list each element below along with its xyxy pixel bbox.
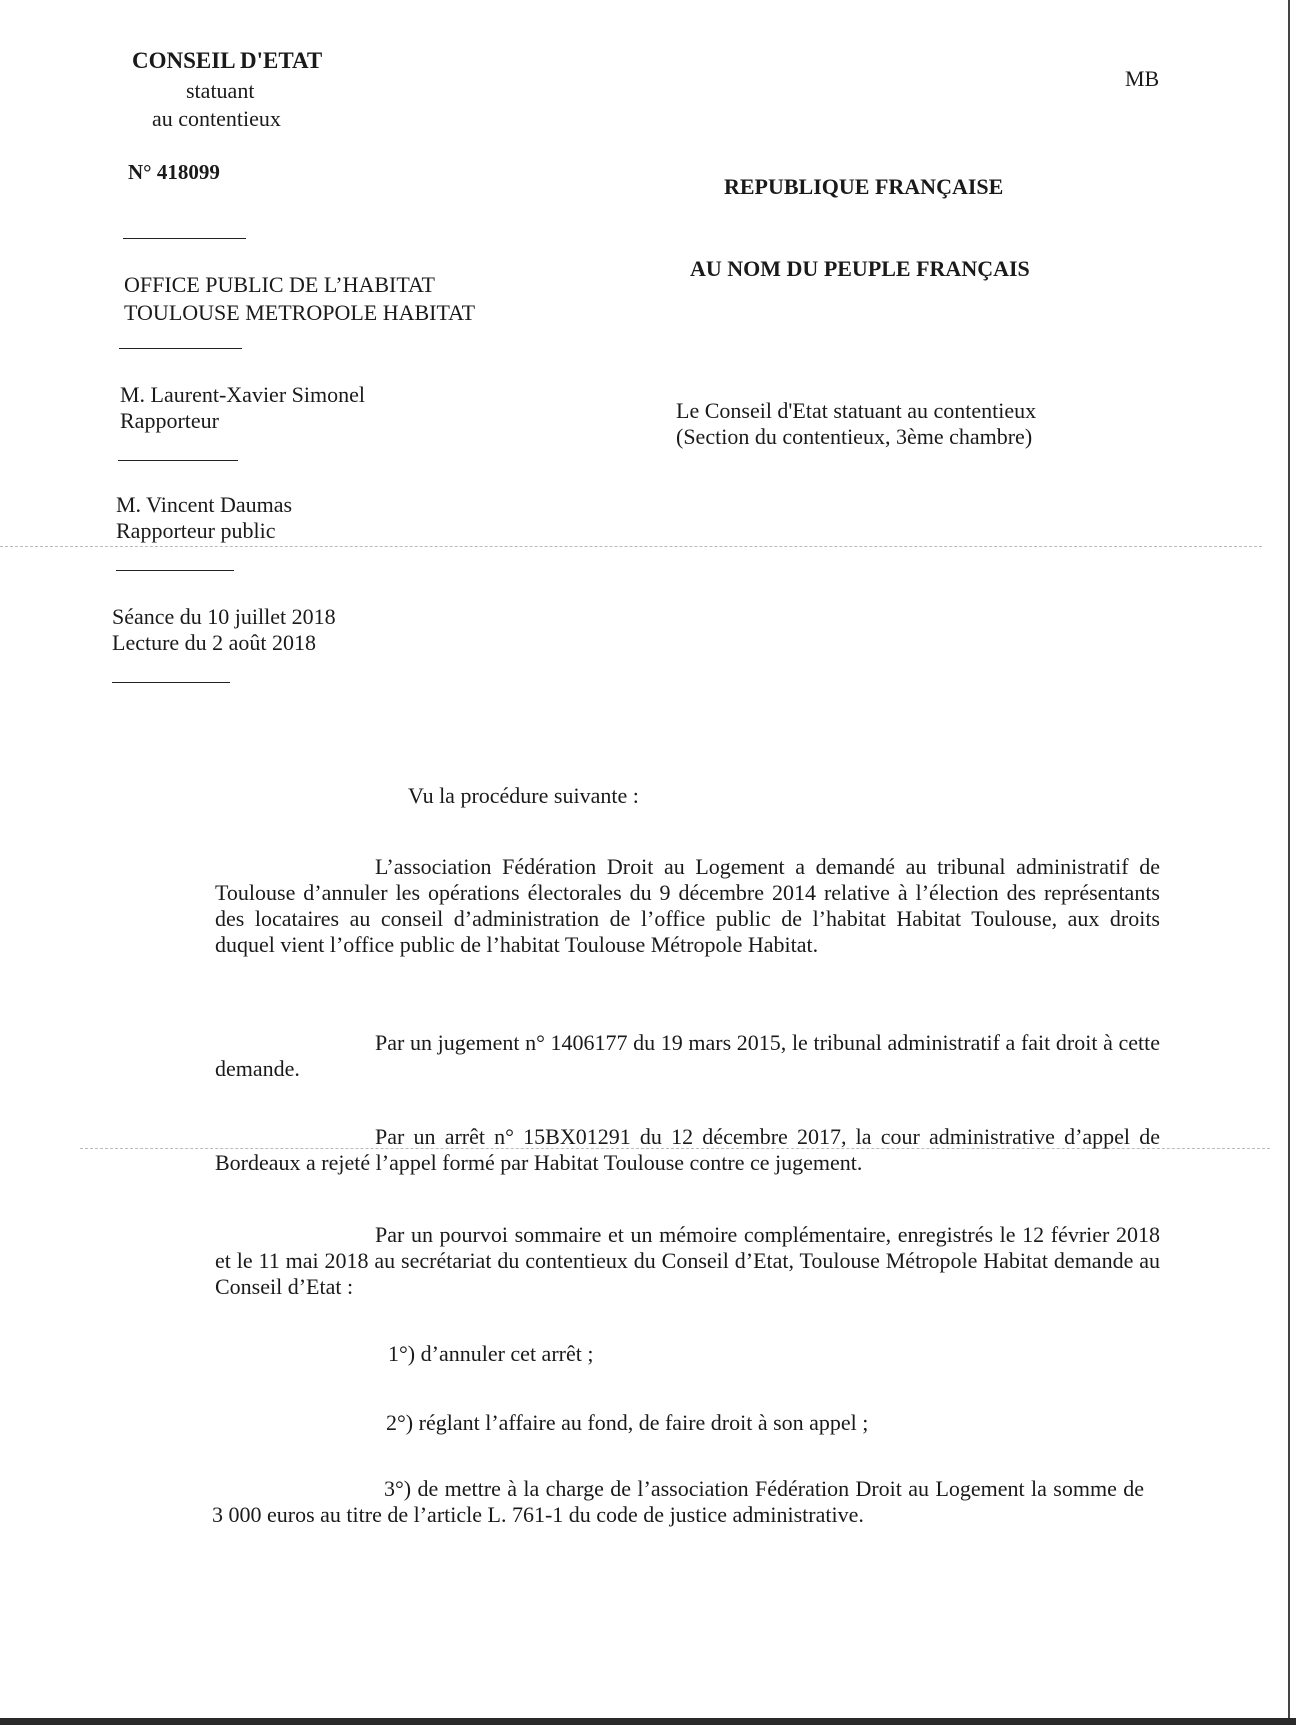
in-name-of-heading: AU NOM DU PEUPLE FRANÇAIS (690, 256, 1030, 281)
lecture-date: Lecture du 2 août 2018 (112, 630, 317, 655)
intro-line: Vu la procédure suivante : (408, 783, 639, 808)
public-rapporteur-name: M. Vincent Daumas (116, 492, 293, 517)
request-item-1: 1°) d’annuler cet arrêt ; (388, 1341, 594, 1366)
separator-rule (116, 570, 234, 571)
court-sub2: au contentieux (152, 106, 281, 131)
formation-line2: (Section du contentieux, 3ème chambre) (676, 424, 1033, 449)
paragraph-4-text: Par un pourvoi sommaire et un mémoire complémentaire, enregistrés le 12 février 2018 et le 11 mai 2018 au secrétariat du contentieux du Conseil d’Etat, Toulouse Métropole Habitat demande au Conseil d’Etat : (215, 1222, 1160, 1299)
request-item-3-text: 3°) de mettre à la charge de l’association Fédération Droit au Logement la somme de 3 000 euros au titre de l’article L. 761-1 du code de justice administrative. (212, 1476, 1144, 1527)
public-rapporteur-role: Rapporteur public (116, 518, 276, 543)
republic-heading: REPUBLIQUE FRANÇAISE (724, 174, 1004, 199)
court-name: CONSEIL D'ETAT (132, 48, 323, 73)
court-sub1: statuant (186, 78, 255, 103)
paragraph-1-text: L’association Fédération Droit au Logement a demandé au tribunal administratif de Toulouse d’annuler les opérations électorales du 9 décembre 2014 relative à l’élection des représentants des locataires au conseil d’administration de l’office public de l’habitat Habitat Toulouse, aux droits duquel vient l’office public de l’habitat Toulouse Métropole Habitat. (215, 854, 1160, 957)
rapporteur-role: Rapporteur (120, 408, 219, 433)
scan-right-edge (1288, 0, 1290, 1725)
rapporteur-name: M. Laurent-Xavier Simonel (120, 382, 365, 407)
paragraph-1 (215, 854, 1160, 958)
paragraph-4 (215, 1222, 1160, 1300)
separator-rule (118, 460, 238, 461)
paragraph-3 (215, 1124, 1160, 1176)
separator-rule (112, 682, 230, 683)
paragraph-2-text: Par un jugement n° 1406177 du 19 mars 2015, le tribunal administratif a fait droit à cette demande. (215, 1030, 1160, 1081)
scan-fold-line (0, 546, 1262, 547)
case-number: N° 418099 (128, 160, 220, 184)
separator-rule (123, 238, 246, 239)
scan-bottom-edge (0, 1718, 1296, 1725)
initials: MB (1125, 66, 1160, 91)
party-line1: OFFICE PUBLIC DE L’HABITAT (124, 272, 435, 297)
seance-date: Séance du 10 juillet 2018 (112, 604, 336, 629)
paragraph-2 (215, 1030, 1160, 1082)
party-line2: TOULOUSE METROPOLE HABITAT (124, 300, 476, 325)
request-item-3 (212, 1476, 1144, 1528)
paragraph-3-text: Par un arrêt n° 15BX01291 du 12 décembre 2017, la cour administrative d’appel de Bordeaux a rejeté l’appel formé par Habitat Toulouse contre ce jugement. (215, 1124, 1160, 1175)
request-item-2: 2°) réglant l’affaire au fond, de faire droit à son appel ; (386, 1410, 869, 1435)
separator-rule (119, 348, 242, 349)
formation-line1: Le Conseil d'Etat statuant au contentieux (676, 398, 1037, 423)
